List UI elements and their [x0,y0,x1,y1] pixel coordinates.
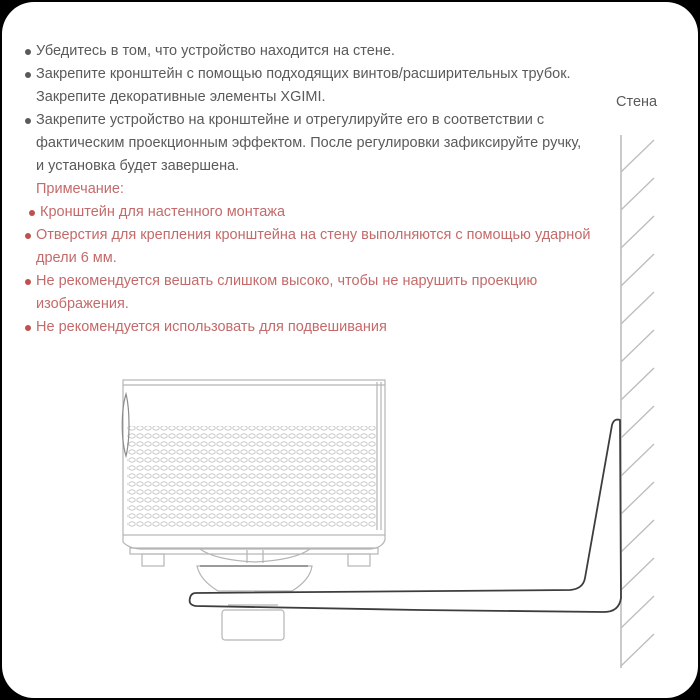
instruction-text: Закрепите кронштейн с помощью подходящих винтов/расширительных трубок. [36,66,571,82]
note-text: Кронштейн для настенного монтажа [40,204,286,220]
instruction-text: фактическим проекционным эффектом. После регулировки зафиксируйте ручку, [36,135,582,151]
note-title-text: Примечание: [36,181,124,197]
mounting-illustration [2,2,698,698]
instruction-text: и установка будет завершена. [36,158,240,174]
instruction-text: Закрепите декоративные элементы XGIMI. [36,89,326,105]
note-text: изображения. [36,296,129,312]
instruction-text: Убедитесь в том, что устройство находится на стене. [36,43,395,59]
manual-page [2,2,698,698]
wall-icon [621,135,654,668]
instruction-text: Закрепите устройство на кронштейне и отрегулируйте его в соответствии с [36,112,545,128]
note-text: Не рекомендуется вешать слишком высоко, чтобы не нарушить проекцию [36,273,538,289]
note-text: дрели 6 мм. [36,250,117,266]
projector-icon [122,380,385,640]
note-text: Отверстия для крепления кронштейна на стену выполняются с помощью ударной [36,227,591,243]
note-text: Не рекомендуется использовать для подвешивания [36,319,387,335]
wall-label: Стена [616,94,658,110]
